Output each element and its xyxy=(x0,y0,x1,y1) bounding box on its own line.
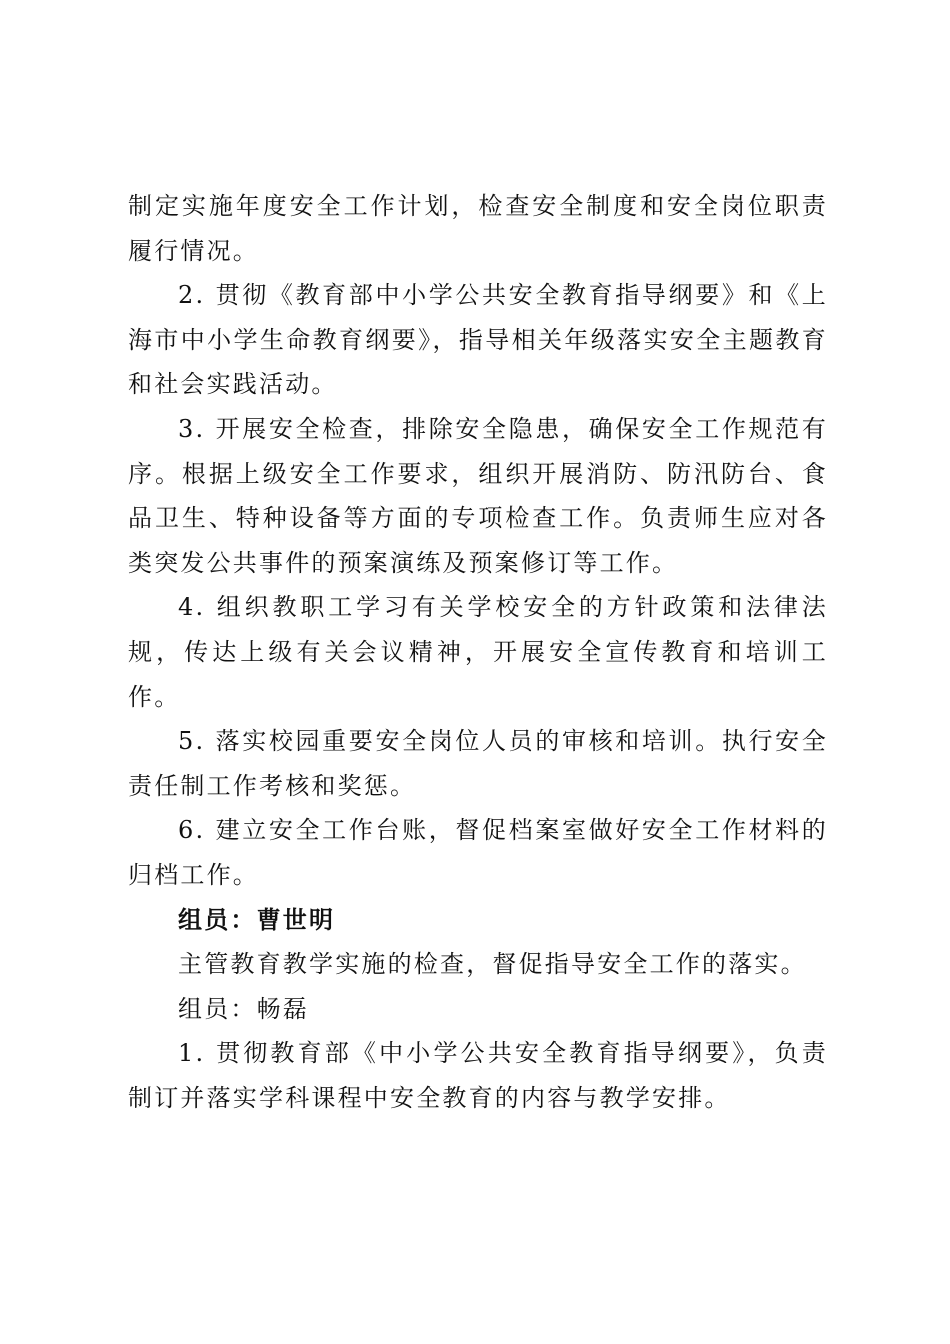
member-heading-chang: 组员：畅磊 xyxy=(178,994,309,1023)
paragraph-item-6: 6. 建立安全工作台账，督促档案室做好安全工作材料的归档工作。 xyxy=(128,816,828,889)
paragraph-item-3: 3. 开展安全检查，排除安全隐患，确保安全工作规范有序。根据上级安全工作要求，组织开展消防、防汛防台、食品卫生、特种设备等方面的专项检查工作。负责师生应对各类突发公共事件的预案演练及预案修订等工作。 xyxy=(128,414,828,577)
member-duty-cao: 主管教育教学实施的检查，督促指导安全工作的落实。 xyxy=(178,950,807,979)
paragraph-continuation: 制定实施年度安全工作计划，检查安全制度和安全岗位职责履行情况。 xyxy=(128,192,828,265)
document-body xyxy=(128,184,828,1120)
member-heading-cao: 组员：曹世明 xyxy=(178,904,336,934)
member-duty-chang-item-1: 1. 贯彻教育部《中小学公共安全教育指导纲要》，负责制订并落实学科课程中安全教育的内容与教学安排。 xyxy=(128,1039,828,1112)
paragraph-item-5: 5. 落实校园重要安全岗位人员的审核和培训。执行安全责任制工作考核和奖惩。 xyxy=(128,727,828,800)
paragraph-item-2: 2. 贯彻《教育部中小学公共安全教育指导纲要》和《上海市中小学生命教育纲要》，指导相关年级落实安全主题教育和社会实践活动。 xyxy=(128,281,828,399)
paragraph-item-4: 4. 组织教职工学习有关学校安全的方针政策和法律法规，传达上级有关会议精神，开展安全宣传教育和培训工作。 xyxy=(128,593,828,711)
